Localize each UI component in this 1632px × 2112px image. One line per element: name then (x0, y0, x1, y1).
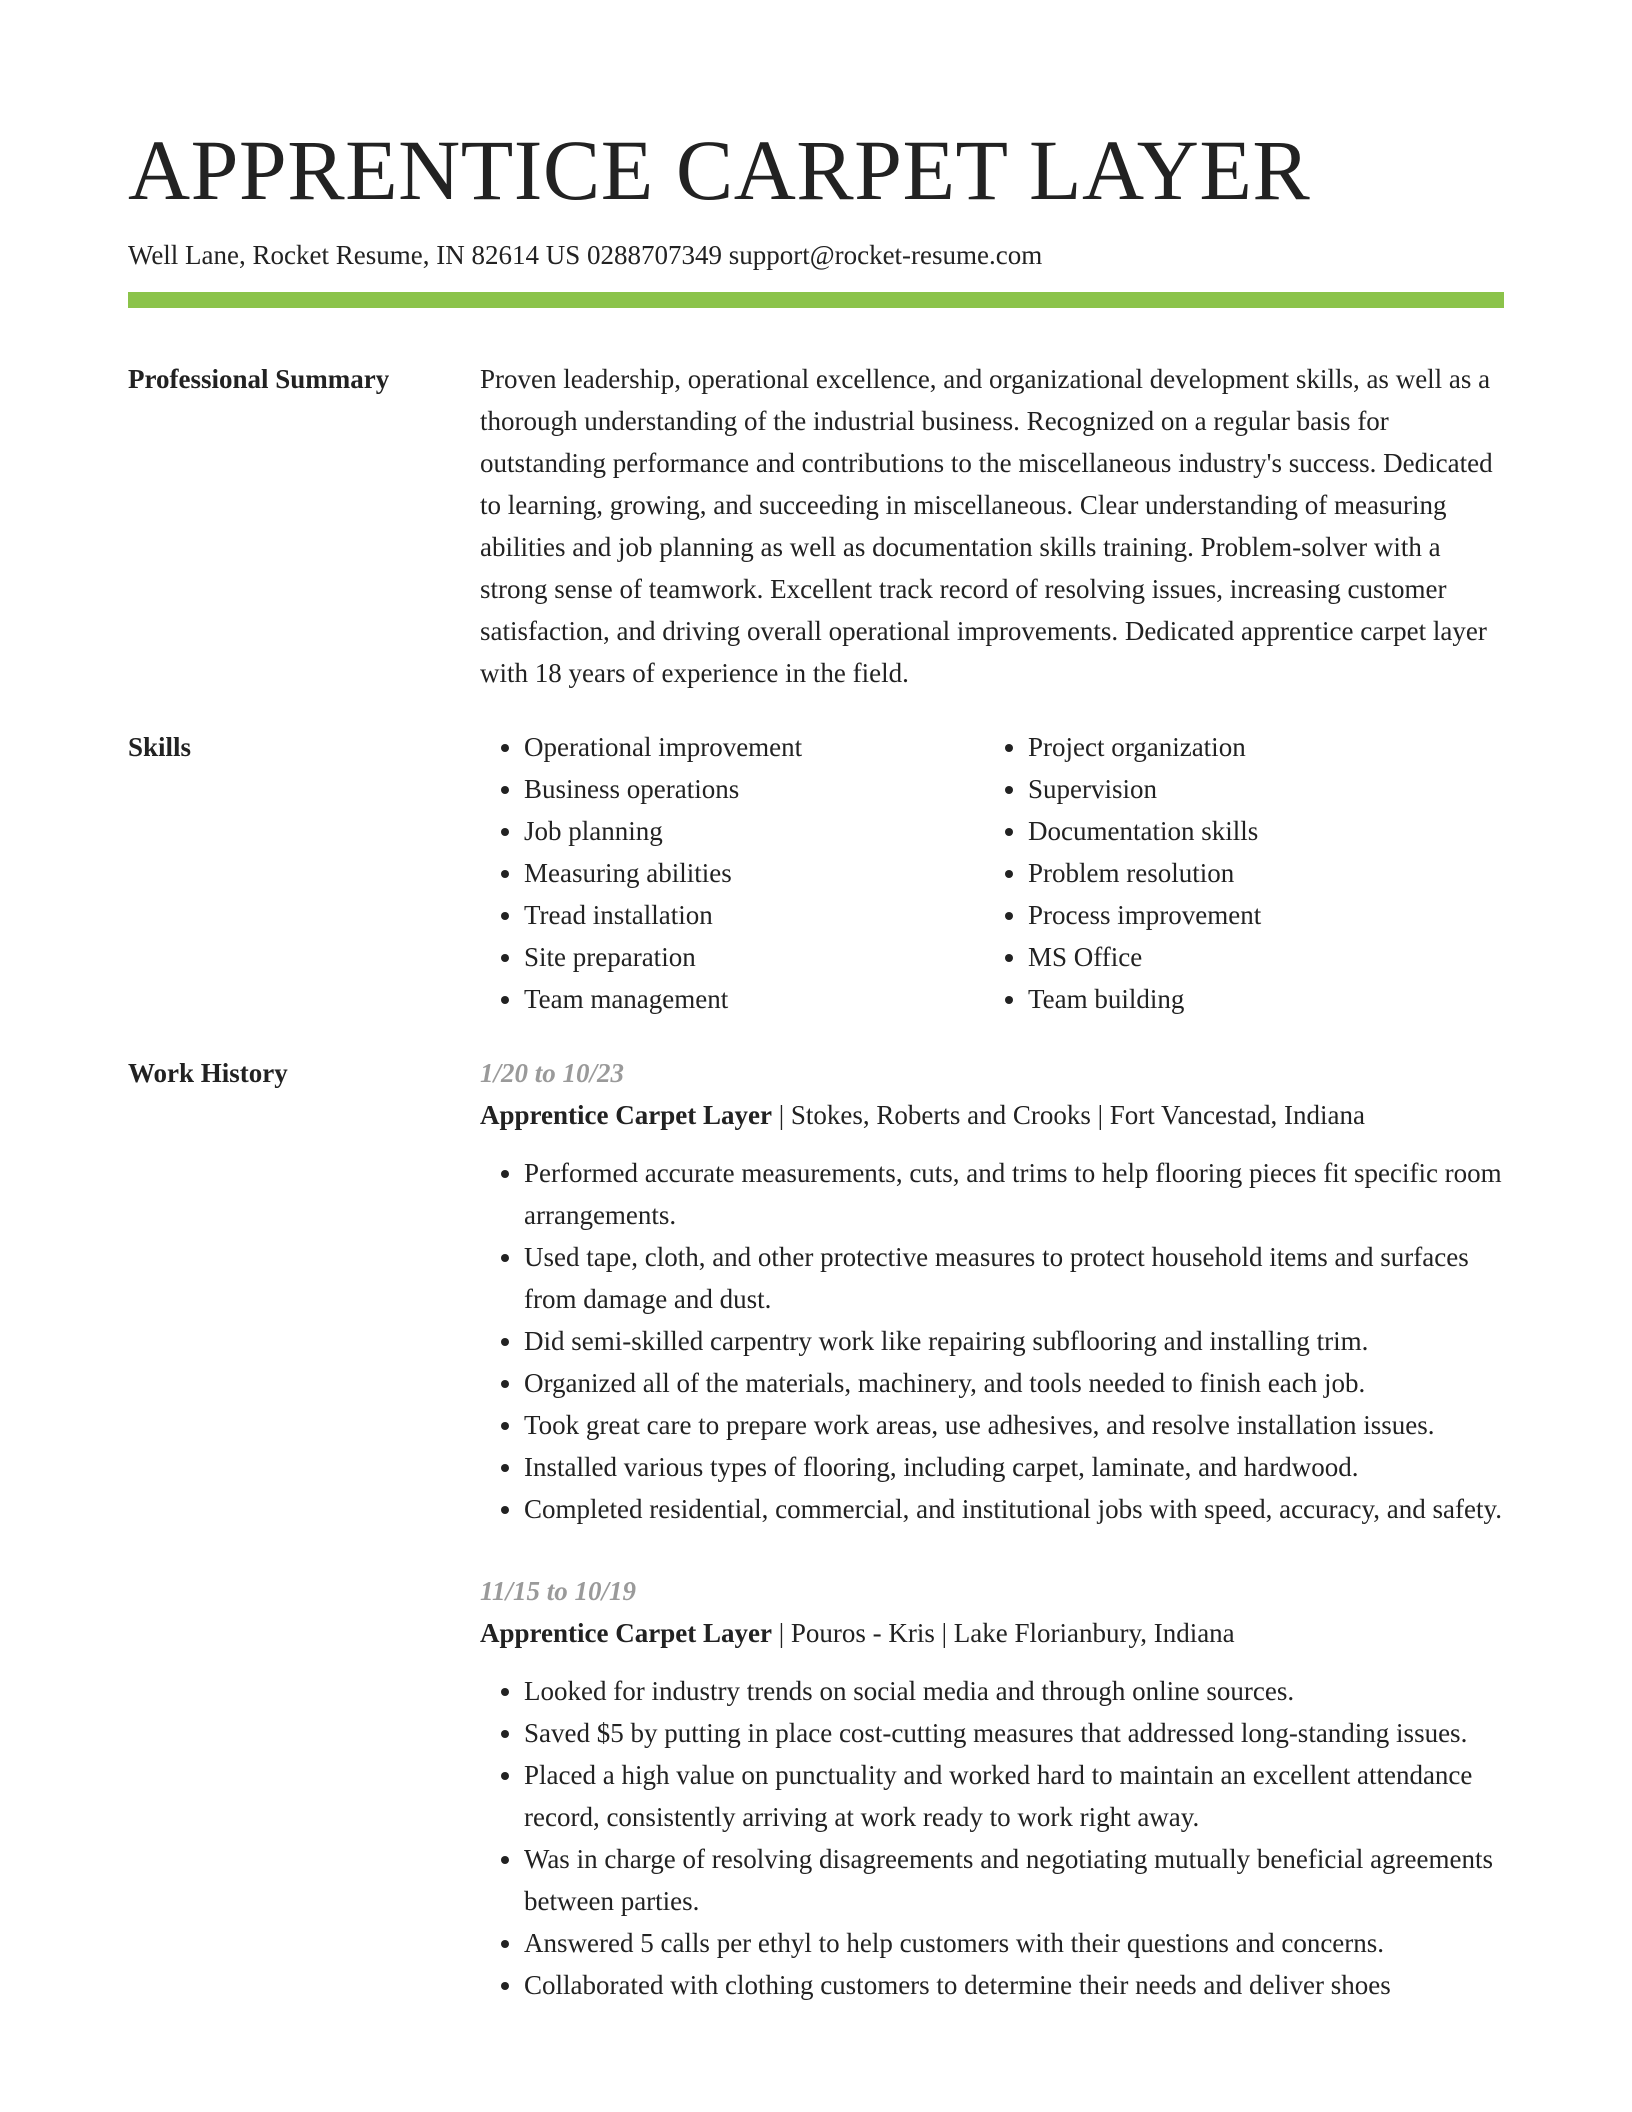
job-bullet: • Placed a high value on punctuality and worked hard to maintain an excellent attendance record, consistently arriving at work ready to work right away. (524, 1754, 1504, 1838)
skills-column-left (480, 726, 984, 1020)
job-entry (480, 1052, 1504, 1530)
skill-item: • Supervision (1028, 768, 1488, 810)
skill-item: • Documentation skills (1028, 810, 1488, 852)
work-history-section (128, 1052, 1504, 2006)
job-entry (480, 1570, 1504, 2006)
section-label-summary: Professional Summary (128, 364, 390, 394)
skill-item: • Measuring abilities (524, 852, 984, 894)
section-label-work: Work History (128, 1058, 288, 1088)
job-dates: 11/15 to 10/19 (480, 1576, 637, 1606)
job-separator: | (934, 1618, 954, 1648)
job-separator: | (1090, 1100, 1110, 1130)
job-bullet: • Was in charge of resolving disagreements and negotiating mutually beneficial agreements between parties. (524, 1838, 1504, 1922)
skill-item: • Project organization (1028, 726, 1488, 768)
skill-item: • MS Office (1028, 936, 1488, 978)
job-company: Pouros - Kris (790, 1618, 935, 1648)
skill-item: • Team building (1028, 978, 1488, 1020)
skill-item: • Business operations (524, 768, 984, 810)
skill-item: • Team management (524, 978, 984, 1020)
candidate-name: APPRENTICE CARPET LAYER (128, 122, 1311, 218)
job-bullet: • Used tape, cloth, and other protective measures to protect household items and surfaces from damage and dust. (524, 1236, 1504, 1320)
skill-item: • Site preparation (524, 936, 984, 978)
job-bullet: • Organized all of the materials, machinery, and tools needed to finish each job. (524, 1362, 1504, 1404)
skill-item: • Problem resolution (1028, 852, 1488, 894)
skill-item: • Process improvement (1028, 894, 1488, 936)
job-heading (480, 1094, 1504, 1136)
job-bullet: • Collaborated with clothing customers to determine their needs and deliver shoes (524, 1964, 1504, 2006)
professional-summary-section (128, 358, 1504, 694)
job-location: Fort Vancestad, Indiana (1109, 1100, 1365, 1130)
job-bullet: • Looked for industry trends on social media and through online sources. (524, 1670, 1504, 1712)
job-separator: | (771, 1618, 791, 1648)
section-label-skills: Skills (128, 732, 192, 762)
summary-text: Proven leadership, operational excellence, and organizational development skills, as well as a thorough understanding of the industrial business. Recognized on a regular basis for outstanding performance and contributions to the miscellaneous industry's success. Dedicated to learning, growing, and succeeding in miscellaneous. Clear understanding of measuring abilities and job planning as well as documentation skills training. Problem-solver with a strong sense of teamwork. Excellent track record of resolving issues, increasing customer satisfaction, and driving overall operational improvements. Dedicated apprentice carpet layer with 18 years of experience in the field. (480, 364, 1493, 688)
job-company: Stokes, Roberts and Crooks (790, 1100, 1091, 1130)
skill-item: • Job planning (524, 810, 984, 852)
job-title: Apprentice Carpet Layer (480, 1100, 772, 1130)
job-separator: | (771, 1100, 791, 1130)
skills-body (480, 726, 1504, 1020)
skill-item: • Operational improvement (524, 726, 984, 768)
job-bullet: • Completed residential, commercial, and institutional jobs with speed, accuracy, and safety. (524, 1488, 1504, 1530)
job-bullet: • Answered 5 calls per ethyl to help customers with their questions and concerns. (524, 1922, 1504, 1964)
job-title: Apprentice Carpet Layer (480, 1618, 772, 1648)
skills-section (128, 726, 1504, 1020)
resume-content (128, 0, 1504, 2006)
header-divider (128, 292, 1504, 308)
skill-item: • Tread installation (524, 894, 984, 936)
job-location: Lake Florianbury, Indiana (953, 1618, 1235, 1648)
job-dates: 1/20 to 10/23 (480, 1058, 625, 1088)
contact-line: Well Lane, Rocket Resume, IN 82614 US 0288707349 support@rocket-resume.com (128, 240, 1043, 270)
job-bullet: • Installed various types of flooring, including carpet, laminate, and hardwood. (524, 1446, 1504, 1488)
summary-body (480, 358, 1504, 694)
job-bullet: • Saved $5 by putting in place cost-cutting measures that addressed long-standing issues. (524, 1712, 1504, 1754)
job-bullet: • Did semi-skilled carpentry work like repairing subflooring and installing trim. (524, 1320, 1504, 1362)
work-history-body (480, 1052, 1504, 2006)
skills-column-right (984, 726, 1488, 1020)
skills-grid (480, 726, 1504, 1020)
job-bullets (480, 1152, 1504, 1530)
job-bullets (480, 1670, 1504, 2006)
job-bullet: • Took great care to prepare work areas, use adhesives, and resolve installation issues. (524, 1404, 1504, 1446)
job-bullet: • Performed accurate measurements, cuts, and trims to help flooring pieces fit specific room arrangements. (524, 1152, 1504, 1236)
job-heading (480, 1612, 1504, 1654)
